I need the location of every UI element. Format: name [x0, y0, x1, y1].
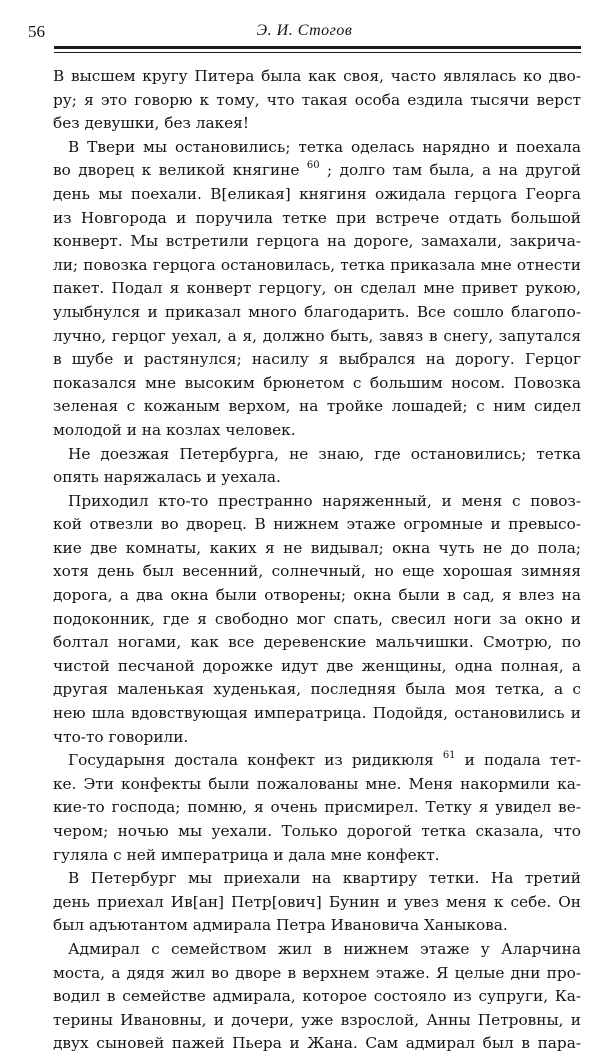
- text-line: пакет. Подал я конверт герцогу, он сделал мне привет рукою,: [53, 279, 581, 298]
- footnote-ref: 61: [442, 750, 456, 762]
- body-text: [53, 65, 581, 1056]
- text-line: нею шла вдовствующая императрица. Подойдя, остановились и: [53, 704, 581, 723]
- text-line: что-то говорили.: [53, 727, 189, 746]
- header-rule-thick: [54, 46, 581, 49]
- text-line: ке. Эти конфекты были пожалованы мне. Меня накормили ка-: [53, 774, 581, 793]
- text-line: подоконник, где я свободно мог спать, свесил ноги за окно и: [53, 609, 581, 628]
- text-line: зеленая с кожаным верхом, на тройке лошадей; с ним сидел: [53, 397, 581, 416]
- page-header: [28, 22, 581, 44]
- text-line: был адъютантом адмирала Петра Ивановича Ханыкова.: [53, 916, 508, 935]
- text-line: кие-то господа; помню, я очень присмирел. Тетку я увидел ве-: [53, 798, 581, 817]
- footnote-ref: 60: [306, 160, 320, 172]
- text-line: В Петербург мы приехали на квартиру тетки. На третий: [68, 869, 581, 888]
- text-line: Приходил кто-то престранно наряженный, и меня с повоз-: [68, 491, 581, 510]
- text-line: хотя день был весенний, солнечный, но еще хорошая зимняя: [53, 562, 581, 581]
- line-text: во дворец к великой княгине: [53, 161, 300, 180]
- text-line: день мы поехали. В[еликая] княгиня ожидала герцога Георга: [53, 184, 581, 203]
- text-line: день приехал Ив[ан] Петр[ович] Бунин и увез меня к себе. Он: [53, 892, 581, 911]
- text-line: В Твери мы остановились; тетка оделась нарядно и поехала: [68, 137, 581, 156]
- text-line: улыбнулся и приказал много благодарить. Все сошло благопо-: [53, 302, 581, 321]
- text-line: опять наряжалась и уехала.: [53, 468, 281, 487]
- text-line: дорога, а два окна были отворены; окна были в сад, я влез на: [53, 586, 581, 605]
- line-text: ; долго там была, а на другой: [319, 161, 581, 180]
- text-line: гуляла с ней императрица и дала мне конфект.: [53, 845, 440, 864]
- text-line: другая маленькая худенькая, последняя была моя тетка, а с: [53, 680, 581, 699]
- running-head: Э. И. Стогов: [256, 22, 353, 39]
- page-number: 56: [28, 22, 45, 41]
- line-text: и подала тет-: [455, 751, 581, 770]
- text-line: лучно, герцог уехал, а я, должно быть, завяз в снегу, запутался: [53, 326, 581, 345]
- text-line: кие две комнаты, каких я не видывал; окна чуть не до пола;: [53, 538, 581, 557]
- text-line: Не доезжая Петербурга, не знаю, где остановились; тетка: [68, 444, 581, 463]
- text-line: ру; я это говорю к тому, что такая особа ездила тысячи верст: [53, 90, 581, 109]
- text-line: водил в семействе адмирала, которое состояло из супруги, Ка-: [53, 987, 581, 1006]
- text-line: чистой песчаной дорожке идут две женщины, одна полная, а: [53, 656, 581, 675]
- line-text: Государыня достала конфект из ридикюля: [68, 751, 434, 770]
- text-line: В высшем кругу Питера была как своя, часто являлась ко дво-: [53, 67, 581, 85]
- text-line: [53, 159, 581, 183]
- text-line: Адмирал с семейством жил в нижнем этаже у Аларчина: [68, 939, 581, 958]
- text-line: кой отвезли во дворец. В нижнем этаже огромные и превысо-: [53, 515, 581, 534]
- text-line: молодой и на козлах человек.: [53, 420, 296, 439]
- text-line: болтал ногами, как все деревенские мальчишки. Смотрю, по: [53, 633, 581, 652]
- text-line: в шубе и растянулся; насилу я выбрался на дорогу. Герцог: [53, 350, 581, 369]
- text-line: ли; повозка герцога остановилась, тетка приказала мне отнести: [53, 255, 581, 274]
- text-line: без девушки, без лакея!: [53, 114, 249, 133]
- text-line: чером; ночью мы уехали. Только дорогой тетка сказала, что: [53, 822, 581, 840]
- text-line: из Новгорода и поручила тетке при встрече отдать большой: [53, 208, 581, 227]
- text-line: показался мне высоким брюнетом с большим носом. Повозка: [53, 373, 581, 392]
- text-line: двух сыновей пажей Пьера и Жана. Сам адмирал был в пара-: [53, 1034, 581, 1053]
- header-rule-thin: [54, 52, 581, 53]
- text-line: конверт. Мы встретили герцога на дороге, замахали, закрича-: [53, 232, 581, 251]
- text-line: моста, а дядя жил во дворе в верхнем этаже. Я целые дни про-: [53, 963, 581, 982]
- text-line: [53, 749, 581, 773]
- text-line: терины Ивановны, и дочери, уже взрослой, Анны Петровны, и: [53, 1010, 581, 1029]
